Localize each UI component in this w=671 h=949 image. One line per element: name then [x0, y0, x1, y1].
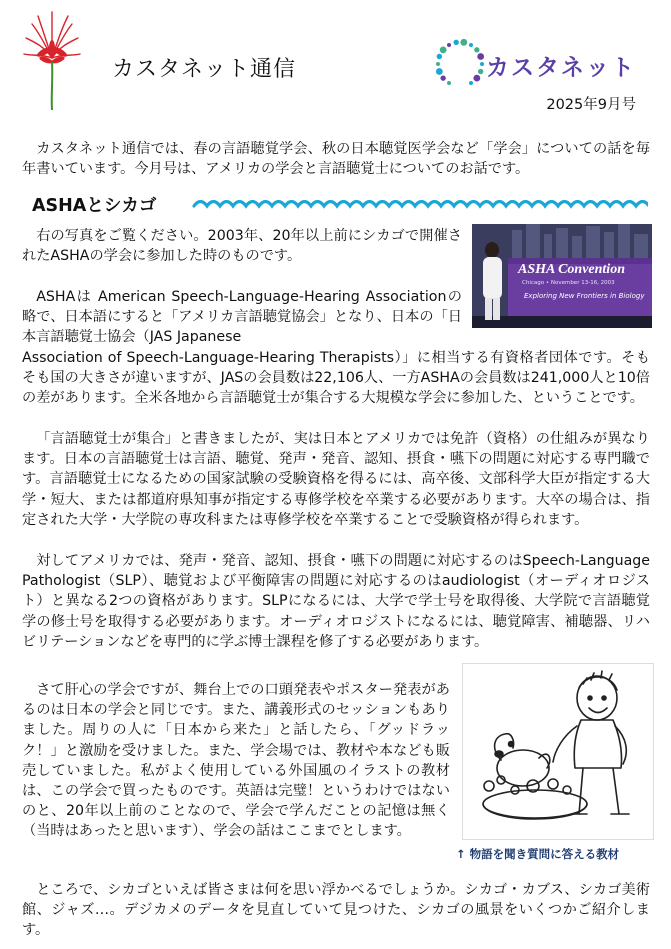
section-heading: ASHAとシカゴ: [32, 196, 157, 216]
illustration-drawing: [463, 664, 653, 839]
issue-date: 2025年9月号: [546, 97, 636, 113]
paragraph-asha-definition: [22, 287, 650, 408]
wave-divider-icon: [192, 198, 648, 212]
photo-banner-title: ASHA Convention: [518, 262, 625, 277]
dot-ring-logo-icon: [430, 34, 490, 94]
ring-dot: [440, 75, 445, 80]
ring-dot: [440, 46, 447, 53]
red-spider-lily-icon: [22, 10, 82, 112]
ring-dot: [477, 53, 484, 60]
ring-dot: [436, 62, 440, 66]
boy-washing-dog-illustration: [462, 663, 654, 840]
newsletter-title: カスタネット通信: [112, 57, 297, 82]
illustration-caption: ↑ 物語を聞き質問に答える教材: [456, 847, 620, 861]
photo-banner-tagline: Exploring New Frontiers in Biology: [524, 292, 645, 300]
paragraph-asha-part2: Association of Speech-Language-Hearing Therapists）」に相当する有資格者団体です。そもそも国の大きさが違いますが、JASの会員数は22,106人、一方ASHAの会員数は241,000人と10倍の差があります。全米各地から言語聴覚士が集合する大規模な学会に参加した、ということです。: [22, 349, 650, 407]
intro-paragraph: カスタネット通信では、春の言語聴覚学会、秋の日本聴覚医学会など「学会」についての話を毎年書いています。今月号は、アメリカの学会と言語聴覚士についてのお話です。: [22, 141, 650, 178]
photo-banner-sub: Chicago • November 13-16, 2003: [522, 280, 615, 286]
ring-dot: [469, 43, 473, 47]
ring-dot: [480, 62, 484, 66]
ring-dot: [437, 54, 442, 59]
ring-dot: [474, 47, 479, 52]
ring-dot: [447, 81, 451, 85]
ring-dot: [473, 75, 480, 82]
ring-dot: [453, 40, 458, 45]
paragraph-photo-intro: 右の写真をご覧ください。2003年、20年以上前にシカゴで開催されたASHAの学会に参加した時のものです。: [22, 228, 462, 265]
paragraph-us-license: 対してアメリカでは、発声・発音、認知、摂食・嚥下の問題に対応するのはSpeech-Language Pathologist（SLP）、聴覚および平衡障害の問題に対応するのはaudiologist（オーディオロジスト）と異なる2つの資格があります。SLPになるには、大学で学士号を取得後、大学院で言語聴覚学の修士号を取得する必要があります。オーディオロジストになるには、聴覚障害、補聴器、リハビリテーションなどを専門的に学ぶ博士課程を修了する必要があります。: [22, 553, 650, 650]
logo-text: カスタネット: [486, 55, 636, 81]
paragraph-chicago: ところで、シカゴといえば皆さまは何を思い浮かべるでしょうか。シカゴ・カブス、シカゴ美術館、ジャズ…。デジカメのデータを見直していて見つけた、シカゴの風景をいくつかご紹介します。: [22, 882, 650, 939]
paragraph-japan-license: 「言語聴覚士が集合」と書きましたが、実は日本とアメリカでは免許（資格）の仕組みが異なります。日本の言語聴覚士は言語、聴覚、発声・発音、認知、摂食・嚥下の問題に対応する専門職です。言語聴覚士になるための国家試験の受験資格を得るには、高卒後、文部科学大臣が指定する大学・短大、または都道府県知事が指定する専修学校を卒業する必要があります。大卒の場合は、指定された大学・大学院の専攻科または専修学校を卒業することで受験資格が得られます。: [22, 431, 650, 528]
paragraph-conference: さて肝心の学会ですが、舞台上での口頭発表やポスター発表があるのは日本の学会と同じです。また、講義形式のセッションもありました。周りの人に「日本から来た」と話したら、「グッドラック！」と激励を受けました。また、学会場では、教材や本なども販売していました。私がよく使用している外国風のイラストの教材は、この学会で買ったものです。英語は完璧！というわけではないのと、20年以上前のことなので、学会で学んだことの記憶は無く（当時はあったと思います）、学会の話はここまでとします。: [22, 682, 450, 840]
ring-dot: [436, 68, 443, 75]
ring-dot: [460, 39, 467, 46]
ring-dot: [469, 81, 473, 85]
ring-dot: [447, 43, 451, 47]
paragraph-asha-part1: ASHAは American Speech-Language-Hearing Associationの略で、日本語にすると「アメリカ言語聴覚協会」となり、日本の「日本言語聴覚士協会（JAS Japanese: [22, 289, 462, 346]
ring-dot: [478, 69, 483, 74]
